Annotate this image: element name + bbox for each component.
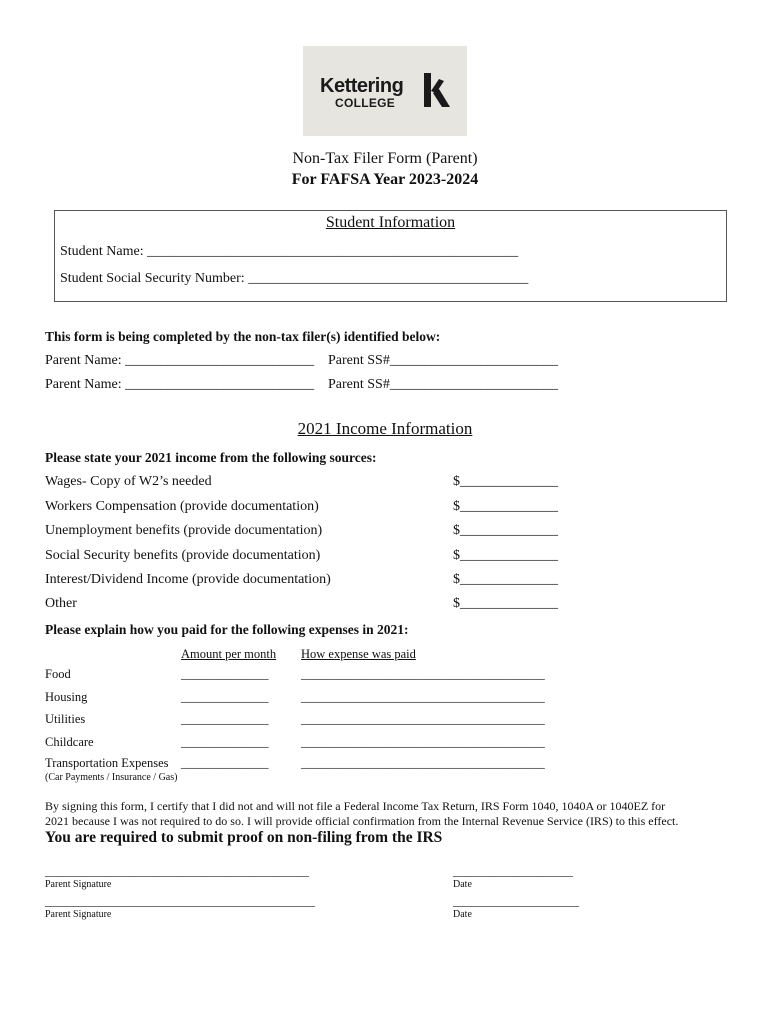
form-year-title: For FAFSA Year 2023-2024 (291, 171, 479, 188)
expense-how-housing[interactable]: _______________________________________ (301, 690, 545, 704)
income-label-unemployment: Unemployment benefits (provide documentation) (45, 523, 323, 538)
date-label-1: Date (453, 879, 472, 890)
logo-wordmark: Kettering (320, 75, 404, 97)
certify-text-line1: By signing this form, I certify that I did not and will not file a Federal Income Tax Return, IRS Form 1040, 1040A or 1040EZ for (45, 799, 666, 813)
income-label-workers-comp: Workers Compensation (provide documentation) (45, 499, 319, 514)
expense-amount-transportation[interactable]: ______________ (181, 756, 269, 770)
parents-intro: This form is being completed by the non-tax filer(s) identified below: (45, 329, 441, 344)
income-label-other: Other (45, 596, 77, 611)
expense-how-food[interactable]: _______________________________________ (301, 667, 545, 681)
expense-label-childcare: Childcare (45, 735, 94, 749)
student-information-box (54, 210, 727, 302)
date-line-2[interactable]: _____________________ (453, 894, 579, 908)
expense-label-food: Food (45, 667, 71, 681)
certify-text-line2: 2021 because I was not required to do so. I will provide official confirmation from the Internal Revenue Service (IRS) to this effect. (45, 814, 679, 828)
parent-signature-label-2: Parent Signature (45, 909, 112, 920)
expense-amount-utilities[interactable]: ______________ (181, 712, 269, 726)
student-ssn-field[interactable]: Student Social Security Number: ________________________________________ (60, 271, 529, 286)
proof-requirement: You are required to submit proof on non-filing from the IRS (45, 829, 443, 846)
parent-signature-line-1[interactable]: ____________________________________________ (45, 864, 309, 878)
parent-signature-label-1: Parent Signature (45, 879, 112, 890)
expense-how-transportation[interactable]: _______________________________________ (301, 756, 545, 770)
income-field-social-security[interactable]: $______________ (453, 548, 558, 563)
income-field-interest[interactable]: $______________ (453, 572, 558, 587)
student-name-field[interactable]: Student Name: _____________________________________________________ (60, 244, 519, 259)
parent-ss-field-1[interactable]: Parent SS#________________________ (328, 353, 558, 368)
expense-label-utilities: Utilities (45, 712, 86, 726)
amount-column-header: Amount per month (181, 647, 277, 661)
expense-amount-housing[interactable]: ______________ (181, 690, 269, 704)
expense-how-childcare[interactable]: _______________________________________ (301, 735, 545, 749)
transportation-note: (Car Payments / Insurance / Gas) (45, 772, 178, 783)
parent-signature-line-2[interactable]: _____________________________________________ (45, 894, 315, 908)
parent-name-field-1[interactable]: Parent Name: ___________________________ (45, 353, 315, 368)
expense-label-transportation: Transportation Expenses (45, 756, 169, 770)
date-line-1[interactable]: ____________________ (453, 864, 573, 878)
income-heading: 2021 Income Information (297, 419, 473, 438)
income-label-wages: Wages- Copy of W2’s needed (45, 474, 212, 489)
kettering-college-logo (303, 46, 467, 136)
income-intro: Please state your 2021 income from the following sources: (45, 450, 377, 465)
parent-ss-field-2[interactable]: Parent SS#________________________ (328, 377, 558, 392)
student-information-heading: Student Information (325, 214, 456, 231)
income-field-unemployment[interactable]: $______________ (453, 523, 558, 538)
parent-name-field-2[interactable]: Parent Name: ___________________________ (45, 377, 315, 392)
income-field-workers-comp[interactable]: $______________ (453, 499, 558, 514)
income-label-social-security: Social Security benefits (provide documentation) (45, 548, 321, 563)
kettering-k-mark-icon (421, 71, 451, 111)
income-label-interest: Interest/Dividend Income (provide documentation) (45, 572, 331, 587)
expense-amount-food[interactable]: ______________ (181, 667, 269, 681)
expense-how-utilities[interactable]: _______________________________________ (301, 712, 545, 726)
date-label-2: Date (453, 909, 472, 920)
logo-subtitle: COLLEGE (335, 96, 396, 110)
how-paid-column-header: How expense was paid (301, 647, 416, 661)
expenses-intro: Please explain how you paid for the following expenses in 2021: (45, 622, 409, 637)
expense-label-housing: Housing (45, 690, 88, 704)
income-field-wages[interactable]: $______________ (453, 474, 558, 489)
form-title: Non-Tax Filer Form (Parent) (292, 150, 478, 167)
expense-amount-childcare[interactable]: ______________ (181, 735, 269, 749)
income-field-other[interactable]: $______________ (453, 596, 558, 611)
